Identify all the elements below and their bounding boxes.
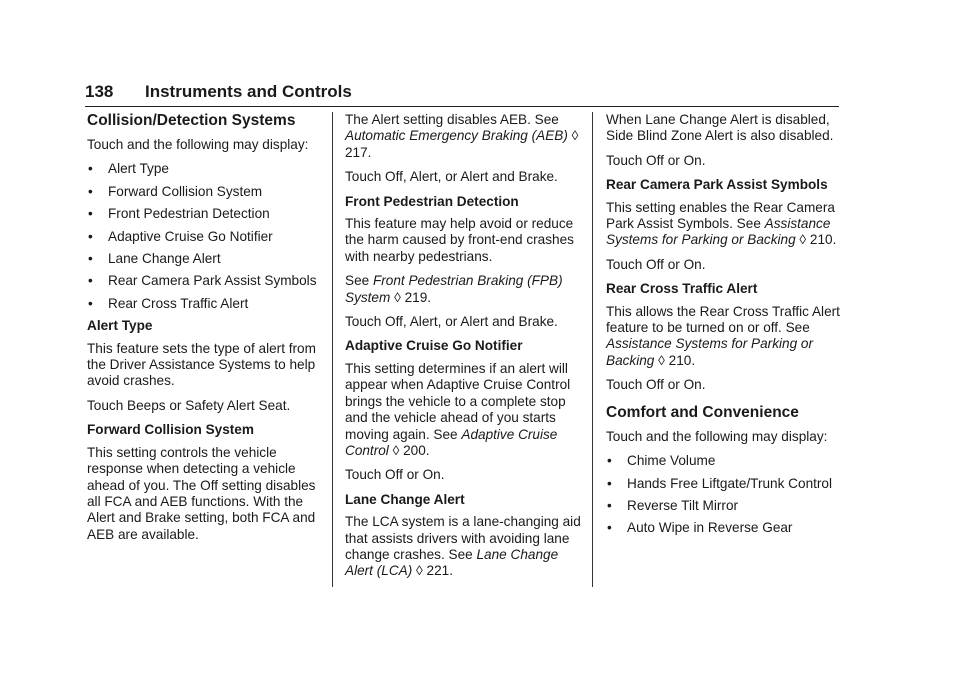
list-item: [87, 251, 327, 267]
bullet: •: [607, 520, 612, 536]
list-item-label: Hands Free Liftgate/Trunk Control: [627, 475, 833, 491]
paragraph-aeb: [345, 112, 585, 161]
bullet: •: [607, 453, 612, 469]
subheading-alert-type: Alert Type: [87, 318, 153, 334]
bullet: •: [607, 475, 612, 491]
subheading-rear-camera: Rear Camera Park Assist Symbols: [606, 177, 828, 193]
list-item: [606, 476, 846, 492]
list-item: [87, 206, 327, 222]
list-item-label: Lane Change Alert: [108, 251, 221, 267]
list-item-label: Reverse Tilt Mirror: [627, 497, 739, 513]
rcpa-reference-link[interactable]: Assistance Systems for Parking or Backing: [606, 216, 831, 248]
list-item: [87, 161, 327, 177]
list-item-label: Alert Type: [108, 161, 169, 177]
paragraph-rear-camera: [606, 200, 846, 249]
paragraph-alert-type-touch: Touch Beeps or Safety Alert Seat.: [87, 397, 291, 413]
collision-options-list: [87, 161, 327, 312]
aeb-reference-link[interactable]: Automatic Emergency Braking (AEB): [345, 128, 568, 144]
aeb-text: The Alert setting disables AEB. See: [345, 112, 559, 127]
section-heading-collision: Collision/Detection Systems: [87, 112, 296, 129]
paragraph-rear-cross-traffic: [606, 304, 846, 370]
paragraph-aeb-touch: Touch Off, Alert, or Alert and Brake.: [345, 169, 558, 185]
acc-page-ref: ◊ 200.: [392, 442, 430, 458]
list-item: [606, 520, 846, 536]
acgn-text: This setting determines if an alert will appear when Adaptive Cruise Control brings the vehicle to a complete stop and the vehicle ahead of you starts moving again. See: [345, 360, 571, 442]
list-item: [606, 453, 846, 469]
bullet: •: [88, 161, 93, 177]
chapter-title: Instruments and Controls: [145, 82, 352, 101]
column-3: [606, 112, 846, 543]
paragraph-intro: Touch and the following may display:: [87, 137, 309, 152]
fpb-page-ref: ◊ 219.: [394, 289, 432, 305]
bullet: •: [607, 497, 612, 513]
paragraph-alert-type: This feature sets the type of alert from the Driver Assistance Systems to help avoid crashes.: [87, 340, 316, 389]
paragraph-fpd-touch: Touch Off, Alert, or Alert and Brake.: [345, 314, 558, 330]
subheading-front-pedestrian: Front Pedestrian Detection: [345, 193, 519, 209]
subheading-adaptive-cruise: Adaptive Cruise Go Notifier: [345, 338, 523, 354]
subheading-rear-cross-traffic: Rear Cross Traffic Alert: [606, 281, 758, 297]
paragraph-forward-collision: This setting controls the vehicle response when detecting a vehicle ahead of you. The Off setting disables all FCA and AEB functions. With the Alert and Brake setting, both FCA and AEB are available.: [87, 444, 316, 542]
lca-reference-link[interactable]: Lane Change Alert (LCA): [345, 546, 559, 579]
bullet: •: [88, 228, 93, 244]
paragraph-fpb-see: [345, 273, 585, 306]
paragraph-rcta-touch: Touch Off or On.: [606, 377, 706, 393]
list-item-label: Rear Camera Park Assist Symbols: [108, 273, 317, 289]
bullet: •: [88, 273, 93, 289]
list-item: [87, 296, 327, 312]
bullet: •: [88, 183, 93, 199]
lca-page-ref: ◊ 221.: [416, 563, 453, 579]
bullet: •: [88, 251, 93, 267]
column-divider-2: [592, 112, 593, 587]
column-2: [345, 112, 585, 588]
comfort-options-list: [606, 453, 846, 537]
paragraph-comfort-intro: Touch and the following may display:: [606, 428, 828, 444]
page-number: 138: [85, 82, 114, 101]
paragraph-lane-change: [345, 514, 585, 580]
subheading-lane-change: Lane Change Alert: [345, 491, 465, 507]
rcpa-text: This setting enables the Rear Camera Park Assist Symbols. See: [606, 199, 835, 232]
paragraph-lca-note: When Lane Change Alert is disabled, Side Blind Zone Alert is also disabled.: [606, 112, 834, 144]
list-item: [606, 498, 846, 514]
rcpa-page-ref: ◊ 210.: [799, 232, 837, 248]
rcta-page-ref: ◊ 210.: [658, 352, 696, 368]
list-item: [87, 184, 327, 200]
list-item-label: Auto Wipe in Reverse Gear: [627, 520, 793, 536]
bullet: •: [88, 206, 93, 222]
acc-reference-link[interactable]: Adaptive Cruise Control: [345, 426, 558, 458]
list-item: [87, 229, 327, 245]
bullet: •: [88, 295, 93, 311]
fpb-see-text: See: [345, 273, 370, 289]
paragraph-adaptive-cruise: [345, 361, 585, 459]
list-item-label: Front Pedestrian Detection: [108, 206, 270, 222]
rcta-text: This allows the Rear Cross Traffic Alert feature to be turned on or off. See: [606, 303, 840, 336]
list-item-label: Rear Cross Traffic Alert: [108, 295, 249, 311]
subheading-forward-collision: Forward Collision System: [87, 422, 254, 438]
list-item-label: Adaptive Cruise Go Notifier: [108, 228, 273, 244]
paragraph-rcpa-touch: Touch Off or On.: [606, 256, 706, 272]
list-item-label: Forward Collision System: [108, 183, 263, 199]
list-item: [87, 273, 327, 289]
fpb-reference-link[interactable]: Front Pedestrian Braking (FPB) System: [345, 273, 563, 305]
column-divider-1: [332, 112, 333, 587]
rcta-reference-link[interactable]: Assistance Systems for Parking or Backing: [606, 336, 813, 368]
section-heading-comfort: Comfort and Convenience: [606, 403, 799, 421]
page-header: [85, 80, 839, 107]
aeb-page-ref: ◊ 217.: [345, 128, 579, 160]
paragraph-lca-touch: Touch Off or On.: [606, 152, 706, 168]
paragraph-acgn-touch: Touch Off or On.: [345, 467, 445, 483]
column-1: [87, 112, 327, 551]
paragraph-front-pedestrian: This feature may help avoid or reduce the harm caused by front-end crashes with nearby pedestrians.: [345, 216, 574, 264]
list-item-label: Chime Volume: [627, 453, 716, 469]
lca-text: The LCA system is a lane-changing aid that assists drivers with avoiding lane change crashes. See: [345, 514, 581, 562]
